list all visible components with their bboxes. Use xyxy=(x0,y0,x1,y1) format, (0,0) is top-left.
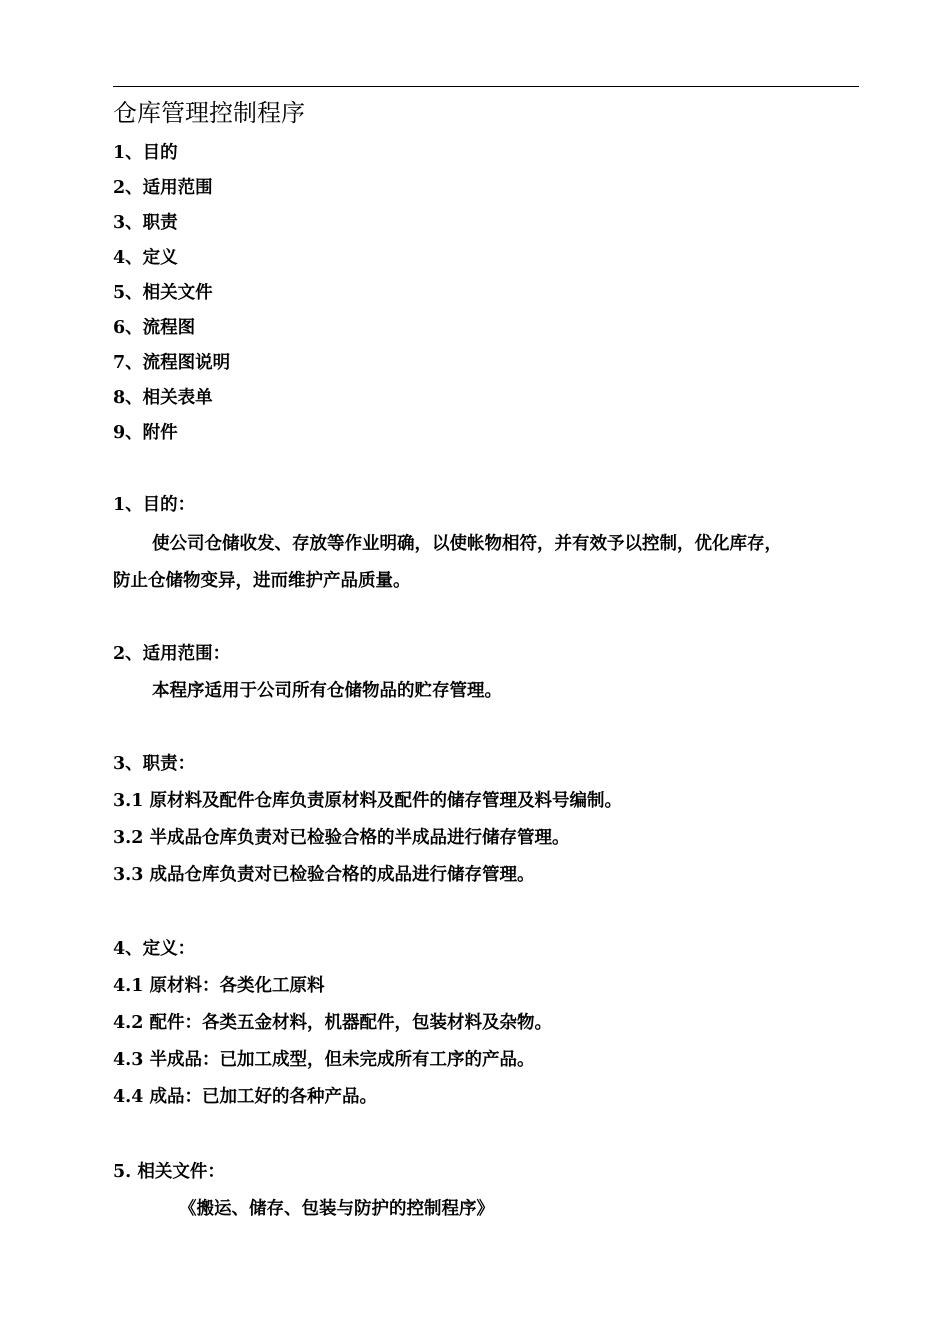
section-responsibility-heading: 3、职责： xyxy=(113,754,196,774)
section-purpose-text-line2: 防止仓储物变异，进而维护产品质量。 xyxy=(113,571,411,591)
definition-item-4-4: 4.4 成品：已加工好的各种产品。 xyxy=(113,1087,378,1107)
section-related-docs-heading: 5. 相关文件： xyxy=(113,1162,225,1182)
document-title: 仓库管理控制程序 xyxy=(113,99,305,127)
toc-item-3: 3、职责 xyxy=(113,213,178,233)
responsibility-item-3-3: 3.3 成品仓库负责对已检验合格的成品进行储存管理。 xyxy=(113,865,535,885)
section-purpose-text-line1: 使公司仓储收发、存放等作业明确，以使帐物相符，并有效予以控制，优化库存， xyxy=(152,534,782,554)
toc-item-2: 2、适用范围 xyxy=(113,178,213,198)
definition-item-4-3: 4.3 半成品：已加工成型，但未完成所有工序的产品。 xyxy=(113,1050,535,1070)
section-purpose-heading: 1、目的： xyxy=(113,495,196,515)
section-definitions-heading: 4、定义： xyxy=(113,939,196,959)
toc-item-4: 4、定义 xyxy=(113,248,178,268)
related-doc-item-1: 《搬运、储存、包装与防护的控制程序》 xyxy=(179,1199,494,1219)
header-rule xyxy=(113,86,859,87)
definition-item-4-1: 4.1 原材料：各类化工原料 xyxy=(113,976,325,996)
definition-item-4-2: 4.2 配件：各类五金材料，机器配件，包装材料及杂物。 xyxy=(113,1013,553,1033)
toc-item-6: 6、流程图 xyxy=(113,318,196,338)
toc-item-9: 9、附件 xyxy=(113,423,178,443)
responsibility-item-3-1: 3.1 原材料及配件仓库负责原材料及配件的储存管理及料号编制。 xyxy=(113,791,623,811)
section-scope-text: 本程序适用于公司所有仓储物品的贮存管理。 xyxy=(152,681,502,701)
responsibility-item-3-2: 3.2 半成品仓库负责对已检验合格的半成品进行储存管理。 xyxy=(113,828,570,848)
toc-item-7: 7、流程图说明 xyxy=(113,353,231,373)
toc-item-8: 8、相关表单 xyxy=(113,388,213,408)
section-scope-heading: 2、适用范围： xyxy=(113,644,231,664)
toc-item-5: 5、相关文件 xyxy=(113,283,213,303)
toc-item-1: 1、目的 xyxy=(113,143,178,163)
